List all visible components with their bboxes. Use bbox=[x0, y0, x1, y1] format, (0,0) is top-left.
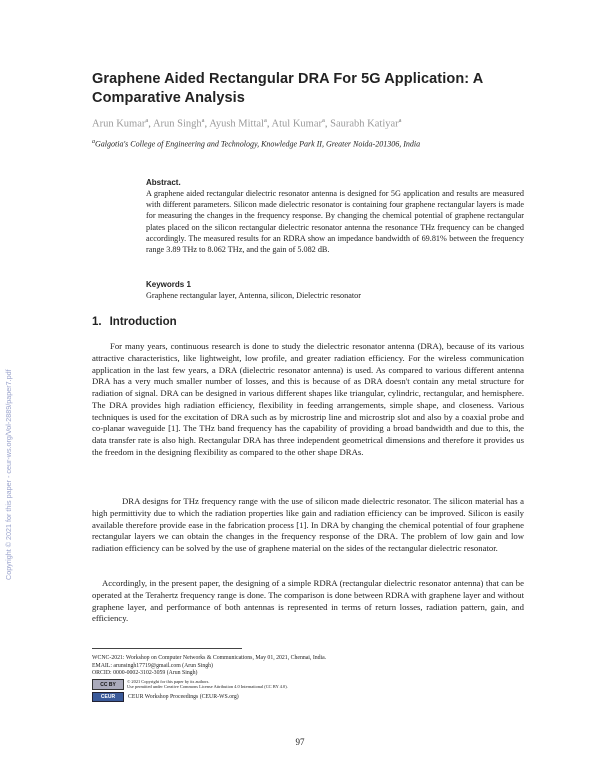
keywords-label: Keywords 1 bbox=[146, 280, 191, 289]
affiliation-text: Galgotia's College of Engineering and Technology, Knowledge Park II, Greater Noida-201306, India bbox=[95, 139, 421, 149]
license-line: © 2021 Copyright for this paper by its authors. bbox=[127, 679, 210, 684]
license-text bbox=[127, 679, 288, 690]
footnotes bbox=[92, 655, 326, 678]
license-row bbox=[92, 679, 288, 690]
body-paragraph: Accordingly, in the present paper, the designing of a simple RDRA (rectangular dielectric resonator antenna) that can be operated at the Terahertz frequency range is done. The comparison is done between RDRA with graphene layer and without graphene layer, and performance of both antennas is represented in terms of return losses, radiation pattern, gain, and efficiency. bbox=[92, 578, 524, 624]
author-name[interactable]: Ayush Mittal bbox=[209, 118, 264, 130]
abstract-label: Abstract. bbox=[146, 178, 181, 187]
ceur-logo-icon[interactable]: CEUR bbox=[92, 692, 124, 702]
affiliation-mark: a bbox=[92, 139, 95, 145]
section-title: Introduction bbox=[109, 316, 177, 328]
affiliation bbox=[92, 139, 420, 149]
page-number: 97 bbox=[295, 737, 305, 747]
paper-title: Graphene Aided Rectangular DRA For 5G Application: A Comparative Analysis bbox=[92, 71, 483, 106]
author-affiliation-mark: a bbox=[263, 117, 267, 124]
author-name[interactable]: Arun Kumar bbox=[92, 118, 146, 130]
author-name[interactable]: Arun Singh bbox=[152, 118, 202, 130]
section-number: 1. bbox=[92, 316, 102, 328]
author-name[interactable]: Saurabh Katiyar bbox=[330, 118, 399, 130]
footnote-line[interactable]: EMAIL: arunsingh17719@gmail.com (Arun Singh) bbox=[92, 662, 213, 669]
section-heading bbox=[92, 316, 177, 328]
footnote-line: WCNC-2021: Workshop on Computer Networks & Communications, May 01, 2021, Chennai, India. bbox=[92, 655, 327, 661]
side-margin-stamp: Copyright © 2021 for this paper - ceur-ws.org/Vol-2889/paper7.pdf bbox=[4, 369, 13, 580]
author-affiliation-mark: a bbox=[145, 117, 149, 124]
abstract-text: A graphene aided rectangular dielectric resonator antenna is designed for 5G application and results are measured with different parameters. Silicon made dielectric resonator is containing four graphene rectangular layers is made for measuring the changes in the frequency response. By changing the chemical potential of graphene rectangular plates placed on the silicon rectangular dielectric resonator antenna the resonance THz frequency can be changed accordingly. The measured results for an RDRA show an impedance bandwidth of 69.81% between the frequency range 3.89 THz to 8.062 THz, and the gain of 5.082 dB. bbox=[146, 189, 524, 255]
body-paragraph: For many years, continuous research is done to study the dielectric resonator antenna (DRA), because of its various attractive characteristics, like lightweight, low profile, and greater radiation efficiency. For the wireless communication application in the last few years, a DRA (dielectric resonator antenna) is used. As compared to various different antenna DRA has a very much smaller number of losses, and this is because of as DRA doesn't contain any metal structure for radiation of signal. DRA can be designed in various different shapes like triangular, cylindric, rectangular, and hemisphere. The DRA provides high radiation efficiency, flexibility in feeding arrangements, simple shape, and closeness. Various techniques is used for the excitation of DRA such as by microstrip line and microstrip slot and also by a coaxial probe and co-planar waveguide [1]. The THz band frequency has the capability of providing a broad bandwidth and due to this, the data transfer rate is also high. Rectangular DRA has three independent geometrical dimensions and therefore it provides us the freedom in the designing flexibility as compared to the other shape DRAs. bbox=[92, 341, 524, 457]
ceur-text: CEUR Workshop Proceedings (CEUR-WS.org) bbox=[128, 694, 239, 700]
ceur-row bbox=[92, 692, 239, 702]
author-name[interactable]: Atul Kumar bbox=[271, 118, 322, 130]
author-list: Arun Kumar$^a$, Arun Singh$^a$, Ayush Mittal$^a$, Atul Kumar$^a$, Saurabh Katiyar$^a$ bbox=[92, 117, 402, 130]
body-paragraph: DRA designs for THz frequency range with the use of silicon made dielectric resonator. The silicon material has a high permittivity due to which the radiation properties like gain and radiation efficiency can be improved. Silicon is easily available therefore provide ease in the fabrication process [1]. In DRA by changing the chemical potential of four graphene rectangular layers we can obtain the changes in the frequency response of the DRA. The problem of low gain and low radiation efficiency can be solved by the use of graphene material on the sides of the rectangular dielectric resonator. bbox=[92, 496, 524, 553]
license-line: Use permitted under Creative Commons License Attribution 4.0 International (CC BY 4.0). bbox=[127, 684, 288, 690]
author-affiliation-mark: a bbox=[321, 117, 325, 124]
keywords-text: Graphene rectangular layer, Antenna, silicon, Dielectric resonator bbox=[146, 291, 361, 300]
author-affiliation-mark: a bbox=[201, 117, 205, 124]
footnote-divider bbox=[92, 648, 242, 649]
cc-license-icon[interactable]: CC BY bbox=[92, 679, 124, 690]
author-affiliation-mark: a bbox=[398, 117, 402, 124]
footnote-line[interactable]: ORCID: 0000-0002-3102-3059 (Arun Singh) bbox=[92, 670, 198, 677]
